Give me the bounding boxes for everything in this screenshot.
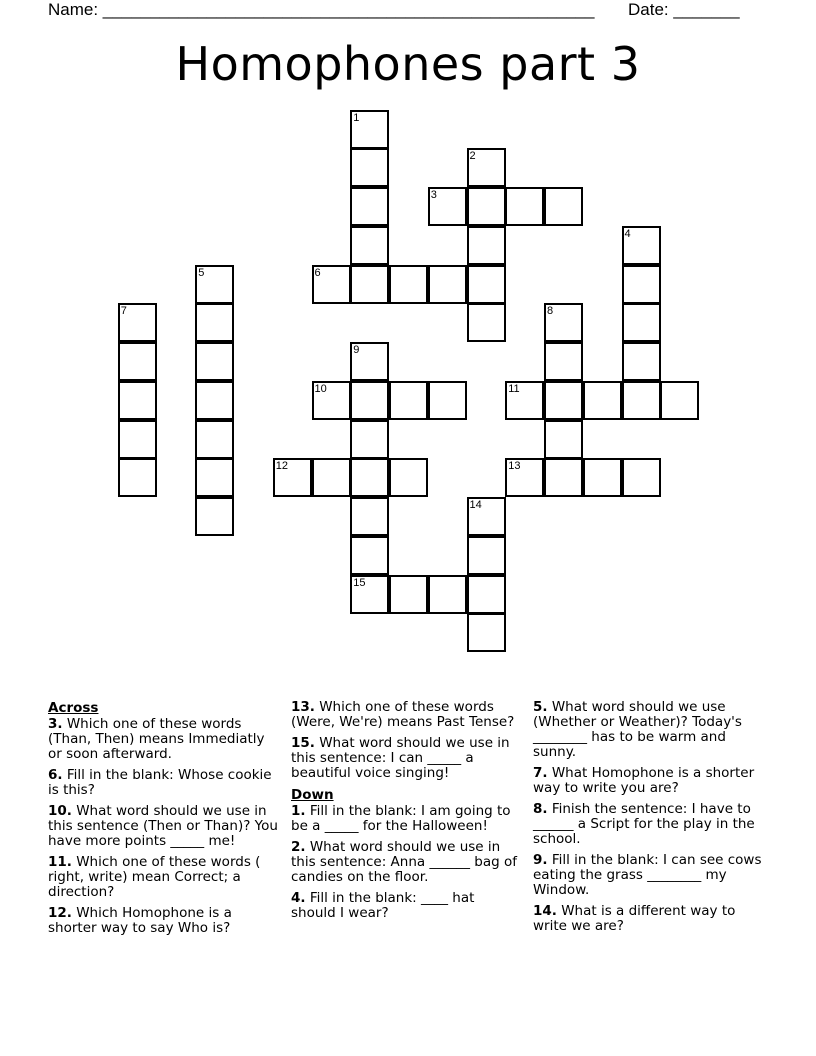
- clue-text: What Homophone is a shorter way to write you are?: [533, 765, 755, 796]
- grid-cell[interactable]: [312, 265, 351, 304]
- grid-cell[interactable]: [544, 303, 583, 342]
- grid-cell[interactable]: [195, 342, 234, 381]
- grid-cell[interactable]: [195, 303, 234, 342]
- clue: [291, 700, 523, 730]
- clue-text: Which one of these words ( right, write) mean Correct; a direction?: [48, 854, 261, 900]
- grid-cell[interactable]: [467, 187, 506, 226]
- grid-cell[interactable]: [544, 420, 583, 459]
- grid-cell[interactable]: [505, 187, 544, 226]
- grid-cell[interactable]: [622, 226, 661, 265]
- grid-cell[interactable]: [350, 420, 389, 459]
- clue-number: 13.: [291, 699, 315, 715]
- grid-cell[interactable]: [467, 536, 506, 575]
- clue-text: Which Homophone is a shorter way to say Who is?: [48, 905, 232, 936]
- clue-number: 6.: [48, 767, 63, 783]
- clue: [291, 891, 523, 921]
- clue-number: 9: [353, 344, 360, 356]
- grid-cell[interactable]: [583, 381, 622, 420]
- clue-text: Which one of these words (Were, We're) means Past Tense?: [291, 699, 515, 730]
- clue: [291, 736, 523, 781]
- grid-cell[interactable]: [195, 265, 234, 304]
- clue-number: 7: [120, 305, 127, 318]
- grid-cell[interactable]: [428, 575, 467, 614]
- grid-cell[interactable]: [544, 381, 583, 420]
- grid-cell[interactable]: [350, 187, 389, 226]
- clue-number: 10: [314, 382, 327, 395]
- clue-number: 12: [275, 460, 288, 473]
- clue-number: 1.: [291, 803, 306, 819]
- grid-cell[interactable]: [467, 265, 506, 304]
- grid-cell[interactable]: [389, 265, 428, 304]
- clues-column-3: [533, 700, 773, 940]
- across-clue-list-continued: [291, 700, 523, 781]
- clue-number: 4: [624, 227, 631, 240]
- clue-text: Fill in the blank: ____ hat should I wear?: [291, 890, 475, 921]
- grid-cell[interactable]: [389, 381, 428, 420]
- clue-number: 15: [353, 576, 366, 589]
- grid-cell[interactable]: [505, 458, 544, 497]
- clue-text: Fill in the blank: Whose cookie is this?: [48, 767, 272, 798]
- grid-cell[interactable]: [195, 458, 234, 497]
- grid-cell[interactable]: [622, 458, 661, 497]
- grid-cell[interactable]: [350, 458, 389, 497]
- clue-number: 11: [508, 382, 520, 395]
- grid-cell[interactable]: [195, 420, 234, 459]
- name-line: Name: ____________________________________________________: [48, 0, 595, 19]
- down-heading: Down: [291, 787, 334, 803]
- grid-cell[interactable]: [467, 613, 506, 652]
- grid-cell[interactable]: [622, 381, 661, 420]
- clue: [291, 840, 523, 885]
- clue-number: 4.: [291, 890, 306, 906]
- down-clue-list: [291, 804, 523, 921]
- grid-cell[interactable]: [195, 497, 234, 536]
- clue-number: 5.: [533, 699, 548, 715]
- clue-number: 14: [469, 499, 482, 511]
- grid-cell[interactable]: [544, 458, 583, 497]
- clues-column-2: [291, 700, 523, 927]
- clue-number: 5: [198, 266, 205, 279]
- grid-cell[interactable]: [350, 536, 389, 575]
- clue-number: 2.: [291, 839, 306, 855]
- clue-number: 1: [353, 111, 360, 124]
- clue: [533, 700, 773, 760]
- grid-cell[interactable]: [428, 265, 467, 304]
- clue: [48, 804, 280, 849]
- grid-cell[interactable]: [389, 575, 428, 614]
- grid-cell[interactable]: [350, 148, 389, 187]
- clue-number: 15.: [291, 735, 315, 751]
- grid-cell[interactable]: [312, 458, 351, 497]
- grid-cell[interactable]: [350, 575, 389, 614]
- clue-text: Fill in the blank: I can see cows eating the grass ________ my Window.: [533, 852, 762, 898]
- grid-cell[interactable]: [467, 575, 506, 614]
- grid-cell[interactable]: [195, 381, 234, 420]
- clue-number: 12.: [48, 905, 72, 921]
- clue: [48, 855, 280, 900]
- clue-number: 2: [469, 150, 476, 163]
- grid-cell[interactable]: [505, 381, 544, 420]
- grid-cell[interactable]: [544, 187, 583, 226]
- grid-cell[interactable]: [350, 226, 389, 265]
- clue: [533, 904, 773, 934]
- grid-cell[interactable]: [622, 265, 661, 304]
- grid-cell[interactable]: [350, 265, 389, 304]
- grid-cell[interactable]: [660, 381, 699, 420]
- clue-text: Which one of these words (Than, Then) means Immediatly or soon afterward.: [48, 716, 265, 762]
- grid-cell[interactable]: [622, 303, 661, 342]
- grid-cell[interactable]: [118, 420, 157, 459]
- clue-number: 13: [508, 460, 521, 473]
- grid-cell[interactable]: [350, 381, 389, 420]
- grid-cell[interactable]: [350, 497, 389, 536]
- clue-number: 7.: [533, 765, 548, 781]
- grid-cell[interactable]: [312, 381, 351, 420]
- date-line: Date: _______: [628, 0, 740, 19]
- clue: [533, 802, 773, 847]
- grid-cell[interactable]: [273, 458, 312, 497]
- grid-cell[interactable]: [118, 458, 157, 497]
- clue-text: What word should we use in this sentence: Anna ______ bag of candies on the floor.: [291, 839, 517, 885]
- clues-column-1: [48, 700, 280, 942]
- clue: [533, 853, 773, 898]
- clue: [48, 768, 280, 798]
- grid-cell[interactable]: [350, 110, 389, 149]
- clue-text: Finish the sentence: I have to ______ a Script for the play in the school.: [533, 801, 755, 847]
- grid-cell[interactable]: [583, 458, 622, 497]
- page-title: Homophones part 3: [175, 37, 641, 91]
- grid-cell[interactable]: [467, 303, 506, 342]
- clue: [291, 804, 523, 834]
- clue-text: What word should we use (Whether or Weather)? Today's ________ has to be warm and sunny.: [533, 699, 742, 760]
- across-heading: Across: [48, 700, 99, 716]
- clue: [533, 766, 773, 796]
- grid-cell[interactable]: [428, 187, 467, 226]
- grid-cell[interactable]: [118, 342, 157, 381]
- clue-number: 14.: [533, 903, 557, 919]
- clue-number: 11.: [48, 854, 72, 870]
- clue: [48, 906, 280, 936]
- grid-cell[interactable]: [389, 458, 428, 497]
- grid-cell[interactable]: [118, 303, 157, 342]
- grid-cell[interactable]: [428, 381, 467, 420]
- clue-text: What word should we use in this sentence: I can _____ a beautiful voice singing!: [291, 735, 510, 781]
- grid-cell[interactable]: [467, 226, 506, 265]
- grid-cell[interactable]: [467, 148, 506, 187]
- grid-cell[interactable]: [622, 342, 661, 381]
- clue-number: 3: [430, 189, 437, 201]
- clue-number: 10.: [48, 803, 72, 819]
- clue-text: What is a different way to write we are?: [533, 903, 736, 934]
- clue: [48, 717, 280, 762]
- clue-number: 8.: [533, 801, 548, 817]
- grid-cell[interactable]: [544, 342, 583, 381]
- grid-cell[interactable]: [350, 342, 389, 381]
- clue-number: 8: [547, 305, 554, 318]
- across-clue-list: [48, 717, 280, 936]
- clue-text: Fill in the blank: I am going to be a _____ for the Halloween!: [291, 803, 511, 834]
- clue-number: 3.: [48, 716, 63, 732]
- clue-text: What word should we use in this sentence (Then or Than)? You have more points _____ me!: [48, 803, 278, 849]
- clue-number: 6: [314, 266, 321, 279]
- down-clue-list-continued: [533, 700, 773, 934]
- grid-cell[interactable]: [118, 381, 157, 420]
- grid-cell[interactable]: [467, 497, 506, 536]
- clue-number: 9.: [533, 852, 548, 868]
